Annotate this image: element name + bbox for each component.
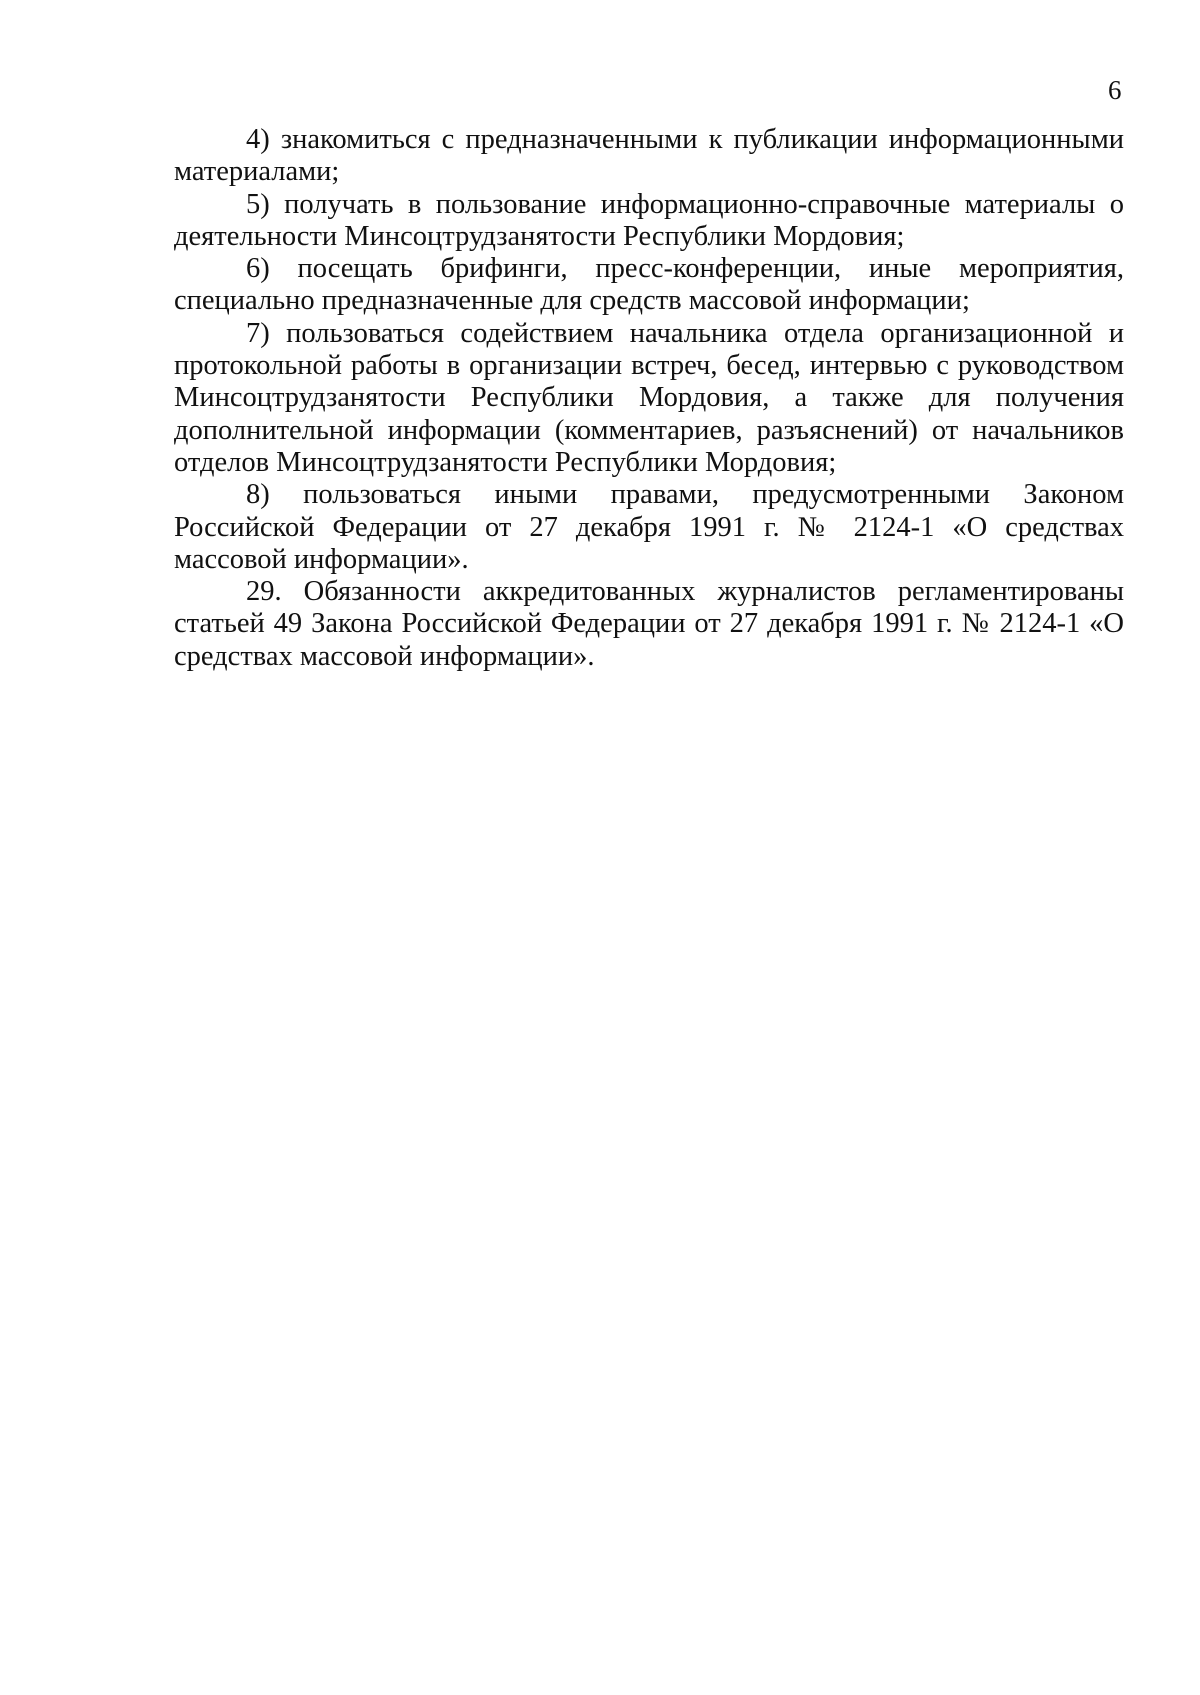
paragraph-item-4: 4) знакомиться с предназначенными к публикации информационными материалами; [174, 124, 1124, 188]
document-body [174, 124, 1124, 673]
paragraph-item-8: 8) пользоваться иными правами, предусмотренными Законом Российской Федерации от 27 декабря 1991 г. № 2124-1 «О средствах массовой информации». [174, 479, 1124, 575]
paragraph-item-7: 7) пользоваться содействием начальника отдела организационной и протокольной работы в организации встреч, бесед, интервью с руководством Минсоцтрудзанятости Республики Мордовия, а также для получения дополнительной информации (комментариев, разъяснений) от начальников отделов Минсоцтрудзанятости Республики Мордовия; [174, 317, 1124, 478]
page-number: 6 [1108, 75, 1122, 105]
paragraph-item-6: 6) посещать брифинги, пресс-конференции, иные мероприятия, специально предназначенные для средств массовой информации; [174, 253, 1124, 317]
paragraph-section-29: 29. Обязанности аккредитованных журналистов регламентированы статьей 49 Закона Российской Федерации от 27 декабря 1991 г. № 2124-1 «О средствах массовой информации». [174, 576, 1124, 672]
paragraph-item-5: 5) получать в пользование информационно-справочные материалы о деятельности Минсоцтрудзанятости Республики Мордовия; [174, 188, 1124, 252]
